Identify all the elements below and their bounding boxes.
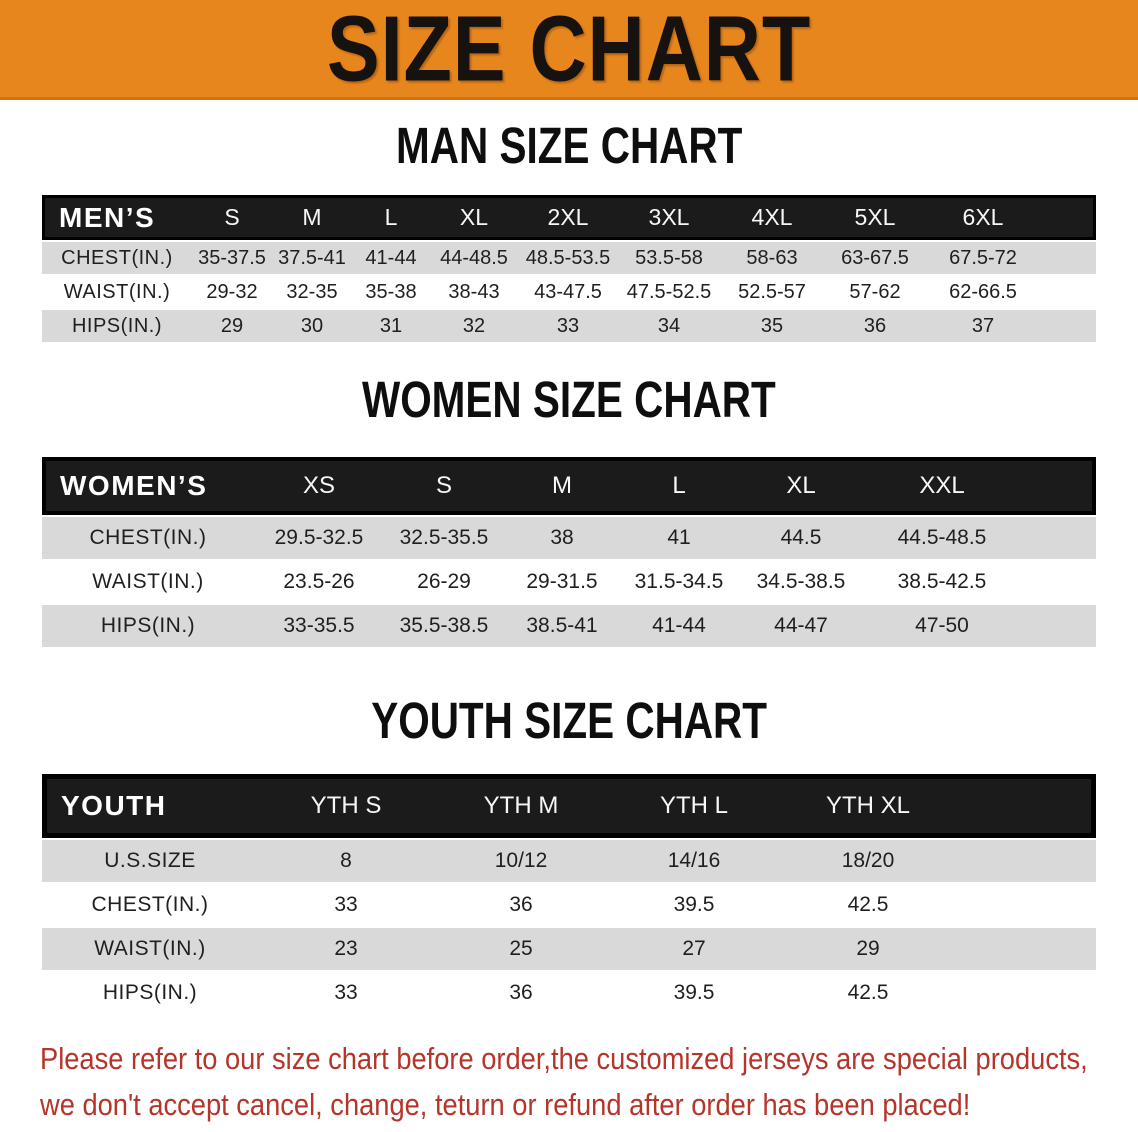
size-column-header: 4XL [720,195,824,240]
size-column-header: YTH XL [780,774,956,838]
size-value-cell: 36 [824,308,926,342]
size-value-cell: 34 [618,308,720,342]
youth-section-heading-text: YOUTH SIZE CHART [371,693,767,750]
men-size-section [0,118,1138,342]
size-value-cell: 29.5-32.5 [254,515,384,559]
womens-size-table [42,457,1096,647]
table-group-label: MEN’S [42,195,192,240]
size-value-cell: 47-50 [864,603,1020,647]
row-filler-cell [1040,240,1096,274]
size-value-cell: 10/12 [434,838,608,882]
size-value-cell: 33 [258,970,434,1014]
women-size-section [0,372,1138,647]
size-value-cell: 41-44 [620,603,738,647]
disclaimer-line-2: we don't accept cancel, change, teturn or refund after order has been placed! [40,1087,971,1122]
men-section-heading [0,118,1138,179]
size-value-cell: 29 [192,308,272,342]
measurement-row [42,970,1096,1014]
size-column-header: 6XL [926,195,1040,240]
size-value-cell: 35-38 [352,274,430,308]
size-column-header: YTH S [258,774,434,838]
size-value-cell: 34.5-38.5 [738,559,864,603]
size-value-cell: 42.5 [780,970,956,1014]
men-section-heading-text: MAN SIZE CHART [395,118,743,175]
size-value-cell: 32.5-35.5 [384,515,504,559]
size-value-cell: 23 [258,926,434,970]
size-column-header: XL [738,457,864,515]
size-column-header: M [272,195,352,240]
size-value-cell: 23.5-26 [254,559,384,603]
size-value-cell: 43-47.5 [518,274,618,308]
size-value-cell: 36 [434,970,608,1014]
size-value-cell: 32 [430,308,518,342]
size-value-cell: 29 [780,926,956,970]
size-value-cell: 30 [272,308,352,342]
measurement-row-label: CHEST(IN.) [42,515,254,559]
measurement-row [42,559,1096,603]
measurement-row-label: HIPS(IN.) [42,603,254,647]
size-value-cell: 37 [926,308,1040,342]
size-value-cell: 52.5-57 [720,274,824,308]
row-filler-cell [956,970,1096,1014]
youth-size-section [0,693,1138,1014]
row-filler-cell [1040,274,1096,308]
size-value-cell: 42.5 [780,882,956,926]
size-column-header: XL [430,195,518,240]
size-column-header: 2XL [518,195,618,240]
measurement-row-label: U.S.SIZE [42,838,258,882]
row-filler-cell [1040,308,1096,342]
size-value-cell: 39.5 [608,970,780,1014]
mens-size-table [42,195,1096,342]
measurement-row [42,838,1096,882]
size-value-cell: 14/16 [608,838,780,882]
row-filler-cell [956,926,1096,970]
size-column-header: 5XL [824,195,926,240]
table-header-row [42,774,1096,838]
size-column-header: XS [254,457,384,515]
size-column-header: S [384,457,504,515]
size-value-cell: 44-48.5 [430,240,518,274]
row-filler-cell [956,882,1096,926]
measurement-row [42,515,1096,559]
row-filler-cell [1020,515,1096,559]
size-value-cell: 27 [608,926,780,970]
size-value-cell: 53.5-58 [618,240,720,274]
size-value-cell: 25 [434,926,608,970]
measurement-row-label: CHEST(IN.) [42,882,258,926]
measurement-row-label: WAIST(IN.) [42,559,254,603]
row-filler-cell [1020,559,1096,603]
measurement-row [42,308,1096,342]
size-column-header: S [192,195,272,240]
size-value-cell: 37.5-41 [272,240,352,274]
header-filler-cell [956,774,1096,838]
size-column-header: L [352,195,430,240]
size-value-cell: 36 [434,882,608,926]
women-section-heading-text: WOMEN SIZE CHART [362,372,776,429]
measurement-row-label: CHEST(IN.) [42,240,192,274]
youth-size-table [42,774,1096,1014]
size-value-cell: 39.5 [608,882,780,926]
size-value-cell: 32-35 [272,274,352,308]
table-header-row [42,195,1096,240]
size-value-cell: 38 [504,515,620,559]
size-column-header: 3XL [618,195,720,240]
size-column-header: L [620,457,738,515]
size-column-header: XXL [864,457,1020,515]
size-value-cell: 63-67.5 [824,240,926,274]
table-group-label: YOUTH [42,774,258,838]
measurement-row [42,882,1096,926]
size-value-cell: 35-37.5 [192,240,272,274]
measurement-row [42,274,1096,308]
banner-title: SIZE CHART [326,0,812,100]
size-value-cell: 29-31.5 [504,559,620,603]
size-value-cell: 33 [518,308,618,342]
size-value-cell: 35 [720,308,824,342]
size-value-cell: 29-32 [192,274,272,308]
size-value-cell: 44.5 [738,515,864,559]
size-column-header: M [504,457,620,515]
row-filler-cell [956,838,1096,882]
size-value-cell: 38.5-41 [504,603,620,647]
measurement-row-label: WAIST(IN.) [42,926,258,970]
size-value-cell: 41-44 [352,240,430,274]
size-value-cell: 57-62 [824,274,926,308]
size-value-cell: 58-63 [720,240,824,274]
youth-section-heading [0,693,1138,754]
header-filler-cell [1040,195,1096,240]
size-value-cell: 31 [352,308,430,342]
header-filler-cell [1020,457,1096,515]
size-value-cell: 33 [258,882,434,926]
size-value-cell: 31.5-34.5 [620,559,738,603]
size-value-cell: 47.5-52.5 [618,274,720,308]
table-header-row [42,457,1096,515]
size-value-cell: 67.5-72 [926,240,1040,274]
measurement-row-label: WAIST(IN.) [42,274,192,308]
measurement-row-label: HIPS(IN.) [42,308,192,342]
size-value-cell: 41 [620,515,738,559]
size-column-header: YTH M [434,774,608,838]
size-value-cell: 38-43 [430,274,518,308]
order-disclaimer-note [40,1036,1138,1128]
table-group-label: WOMEN’S [42,457,254,515]
size-value-cell: 26-29 [384,559,504,603]
size-value-cell: 62-66.5 [926,274,1040,308]
women-section-heading [0,372,1138,433]
disclaimer-line-1: Please refer to our size chart before order,the customized jerseys are special products, [40,1041,1088,1076]
size-value-cell: 44.5-48.5 [864,515,1020,559]
size-value-cell: 38.5-42.5 [864,559,1020,603]
measurement-row [42,926,1096,970]
measurement-row [42,240,1096,274]
size-value-cell: 44-47 [738,603,864,647]
row-filler-cell [1020,603,1096,647]
size-value-cell: 33-35.5 [254,603,384,647]
measurement-row-label: HIPS(IN.) [42,970,258,1014]
size-column-header: YTH L [608,774,780,838]
measurement-row [42,603,1096,647]
size-value-cell: 8 [258,838,434,882]
size-value-cell: 18/20 [780,838,956,882]
size-chart-banner [0,0,1138,100]
size-value-cell: 48.5-53.5 [518,240,618,274]
size-value-cell: 35.5-38.5 [384,603,504,647]
